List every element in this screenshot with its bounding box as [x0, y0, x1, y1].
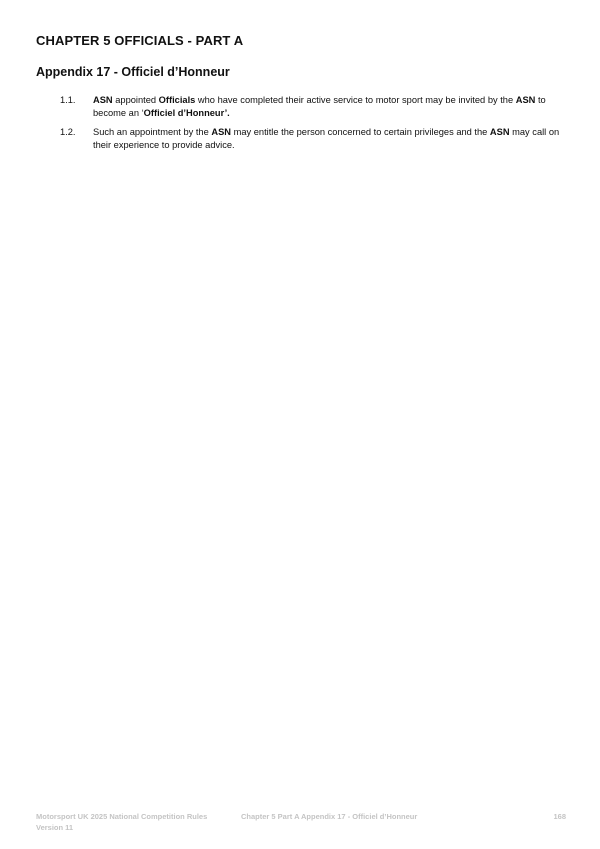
- footer-section: Chapter 5 Part A Appendix 17 - Officiel d’Honneur: [241, 812, 418, 821]
- footer-page-number: 168: [553, 812, 566, 821]
- footer-version: Version 11: [36, 823, 74, 832]
- clause-number: 1.2.: [60, 127, 76, 137]
- clause-number: 1.1.: [60, 95, 76, 105]
- clause-text-bold: ASN: [211, 127, 231, 137]
- clause-text-bold: ASN: [93, 95, 113, 105]
- clause-text-plain: who have completed their active service to motor sport may be invited by the: [195, 95, 516, 105]
- clause-text-bold: Officiel d’Honneur’.: [143, 107, 230, 118]
- appendix-title: Appendix 17 - Officiel d’Honneur: [36, 65, 230, 79]
- clause-text-plain: appointed: [112, 95, 159, 105]
- clause-1-1: [60, 94, 570, 119]
- clause-text-plain: may entitle the person concerned to certain privileges and the: [231, 127, 490, 137]
- clause-list: [60, 94, 570, 158]
- clause-text-bold: Officials: [158, 95, 196, 105]
- clause-text-bold: ASN: [489, 127, 510, 137]
- clause-text-plain: may call on their experience to provide advice.: [93, 127, 560, 150]
- clause-text-bold: ASN: [515, 95, 536, 105]
- clause-text-plain: Such an appointment by the: [93, 127, 212, 137]
- clause-1-2: [60, 126, 570, 151]
- clause-text-plain: to become an ‘: [93, 95, 546, 118]
- chapter-title: CHAPTER 5 OFFICIALS - PART A: [36, 33, 244, 48]
- footer-publication: [36, 811, 236, 833]
- footer-publication-title: Motorsport UK 2025 National Competition Rules: [36, 812, 208, 821]
- clause-text: [93, 126, 570, 151]
- clause-text: [93, 94, 570, 119]
